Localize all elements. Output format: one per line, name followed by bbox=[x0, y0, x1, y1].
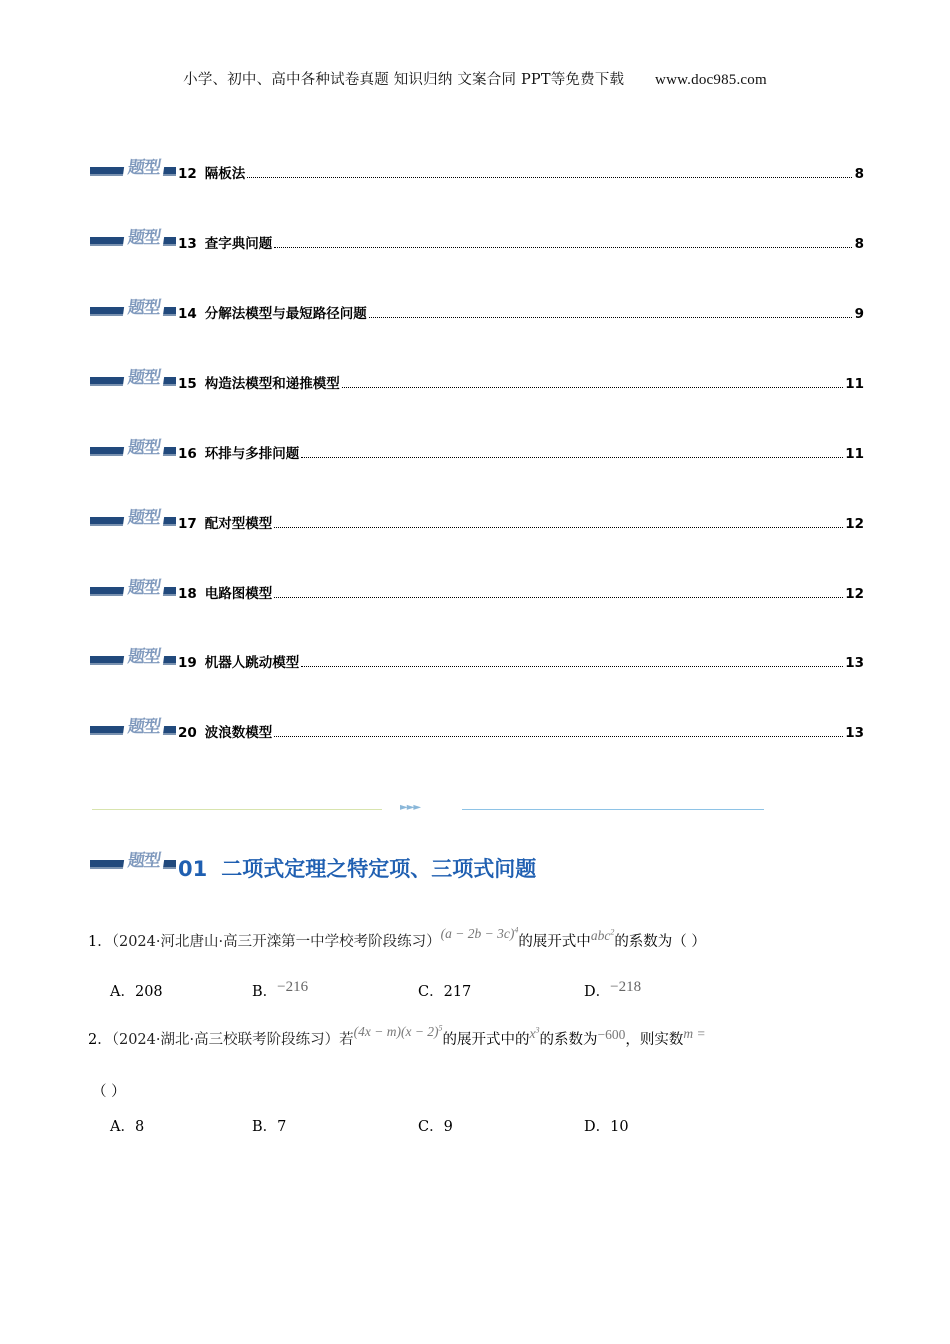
toc-entry[interactable] bbox=[178, 442, 864, 462]
toc-title: 隔板法 bbox=[204, 166, 246, 182]
question-number: 1． bbox=[88, 934, 112, 950]
toc-page: 8 bbox=[854, 236, 864, 252]
question-text: 的展开式中的 bbox=[442, 1032, 530, 1048]
toc-number: 12 bbox=[178, 166, 197, 182]
divider-arrows-icon: ►►► bbox=[400, 802, 421, 813]
toc-number: 19 bbox=[178, 655, 197, 671]
divider-right bbox=[462, 809, 764, 810]
toc-entry[interactable] bbox=[178, 512, 864, 532]
option-a[interactable]: A．8 bbox=[110, 1119, 145, 1135]
toc-entry[interactable] bbox=[178, 582, 864, 602]
option-b[interactable]: B．7 bbox=[252, 1119, 287, 1135]
toc-page: 11 bbox=[845, 446, 864, 462]
toc-entry[interactable] bbox=[178, 302, 864, 322]
header-site: www.doc985.com bbox=[655, 72, 767, 88]
toc-page: 8 bbox=[854, 166, 864, 182]
toc-leader bbox=[274, 597, 843, 598]
question-2 bbox=[88, 1023, 706, 1049]
badge-icon: 题型 bbox=[90, 852, 176, 874]
option-c[interactable]: C．217 bbox=[418, 984, 472, 1000]
question-text: 的系数为（ ） bbox=[614, 934, 706, 950]
toc-leader bbox=[274, 527, 843, 528]
section-title bbox=[178, 853, 536, 883]
toc-title: 配对型模型 bbox=[204, 516, 273, 532]
badge-icon: 题型 bbox=[90, 648, 176, 670]
toc-leader bbox=[247, 177, 852, 178]
answer-parentheses: （ ） bbox=[92, 1084, 126, 1100]
toc-page: 11 bbox=[845, 376, 864, 392]
question-source: （2024·湖北·高三校联考阶段练习）若 bbox=[111, 1032, 354, 1048]
toc-title: 波浪数模型 bbox=[204, 725, 273, 741]
question-1 bbox=[88, 925, 706, 951]
toc-title: 环排与多排问题 bbox=[204, 446, 300, 462]
question-number: 2． bbox=[88, 1032, 112, 1048]
toc-title: 查字典问题 bbox=[204, 236, 273, 252]
toc-entry[interactable] bbox=[178, 232, 864, 252]
page-header bbox=[0, 68, 950, 89]
toc-leader bbox=[342, 387, 843, 388]
toc-leader bbox=[274, 736, 843, 737]
badge-icon: 题型 bbox=[90, 159, 176, 181]
option-b[interactable]: B．−216 bbox=[252, 979, 309, 1000]
toc-number: 16 bbox=[178, 446, 197, 462]
toc-leader bbox=[301, 666, 843, 667]
math-term: $x^3$ bbox=[529, 1025, 540, 1041]
option-d[interactable]: D．−218 bbox=[584, 979, 642, 1000]
toc-page: 13 bbox=[845, 655, 864, 671]
option-d[interactable]: D．10 bbox=[584, 1119, 629, 1135]
toc-leader bbox=[369, 317, 852, 318]
math-variable: m = bbox=[683, 1026, 706, 1041]
toc-number: 20 bbox=[178, 725, 197, 741]
section-number: 01 bbox=[178, 857, 208, 881]
toc-entry[interactable] bbox=[178, 721, 864, 741]
divider-left bbox=[92, 809, 382, 810]
section-title-text: 二项式定理之特定项、三项式问题 bbox=[221, 857, 537, 881]
question-source: （2024·河北唐山·高三开滦第一中学校考阶段练习） bbox=[111, 934, 441, 950]
toc-page: 13 bbox=[845, 725, 864, 741]
toc-number: 13 bbox=[178, 236, 197, 252]
toc-entry[interactable] bbox=[178, 162, 864, 182]
badge-icon: 题型 bbox=[90, 299, 176, 321]
badge-icon: 题型 bbox=[90, 718, 176, 740]
header-text: 小学、初中、高中各种试卷真题 知识归纳 文案合同 PPT等免费下载 bbox=[183, 72, 625, 88]
question-text: ，则实数 bbox=[625, 1032, 684, 1048]
toc-leader bbox=[301, 457, 843, 458]
math-term: abc$^2$ bbox=[590, 927, 615, 943]
question-text: 的系数为 bbox=[539, 1032, 598, 1048]
question-text: 的展开式中 bbox=[518, 934, 591, 950]
badge-icon: 题型 bbox=[90, 509, 176, 531]
math-coefficient: −600 bbox=[597, 1027, 626, 1042]
badge-icon: 题型 bbox=[90, 369, 176, 391]
toc-title: 构造法模型和递推模型 bbox=[204, 376, 340, 392]
option-c[interactable]: C．9 bbox=[418, 1119, 453, 1135]
badge-icon: 题型 bbox=[90, 439, 176, 461]
toc-title: 分解法模型与最短路径问题 bbox=[204, 306, 367, 322]
option-a[interactable]: A．208 bbox=[110, 984, 163, 1000]
toc-number: 18 bbox=[178, 586, 197, 602]
toc-page: 12 bbox=[845, 516, 864, 532]
toc-number: 15 bbox=[178, 376, 197, 392]
toc-number: 14 bbox=[178, 306, 197, 322]
toc-page: 9 bbox=[854, 306, 864, 322]
toc-entry[interactable] bbox=[178, 651, 864, 671]
badge-icon: 题型 bbox=[90, 579, 176, 601]
toc-leader bbox=[274, 247, 852, 248]
toc-title: 机器人跳动模型 bbox=[204, 655, 300, 671]
toc-title: 电路图模型 bbox=[204, 586, 273, 602]
toc-number: 17 bbox=[178, 516, 197, 532]
toc-page: 12 bbox=[845, 586, 864, 602]
badge-icon: 题型 bbox=[90, 229, 176, 251]
math-expression: $(a - 2b - 3c)^4$ bbox=[440, 925, 519, 941]
math-expression: $(4x - m)(x - 2)^5$ bbox=[353, 1023, 443, 1039]
toc-entry[interactable] bbox=[178, 372, 864, 392]
